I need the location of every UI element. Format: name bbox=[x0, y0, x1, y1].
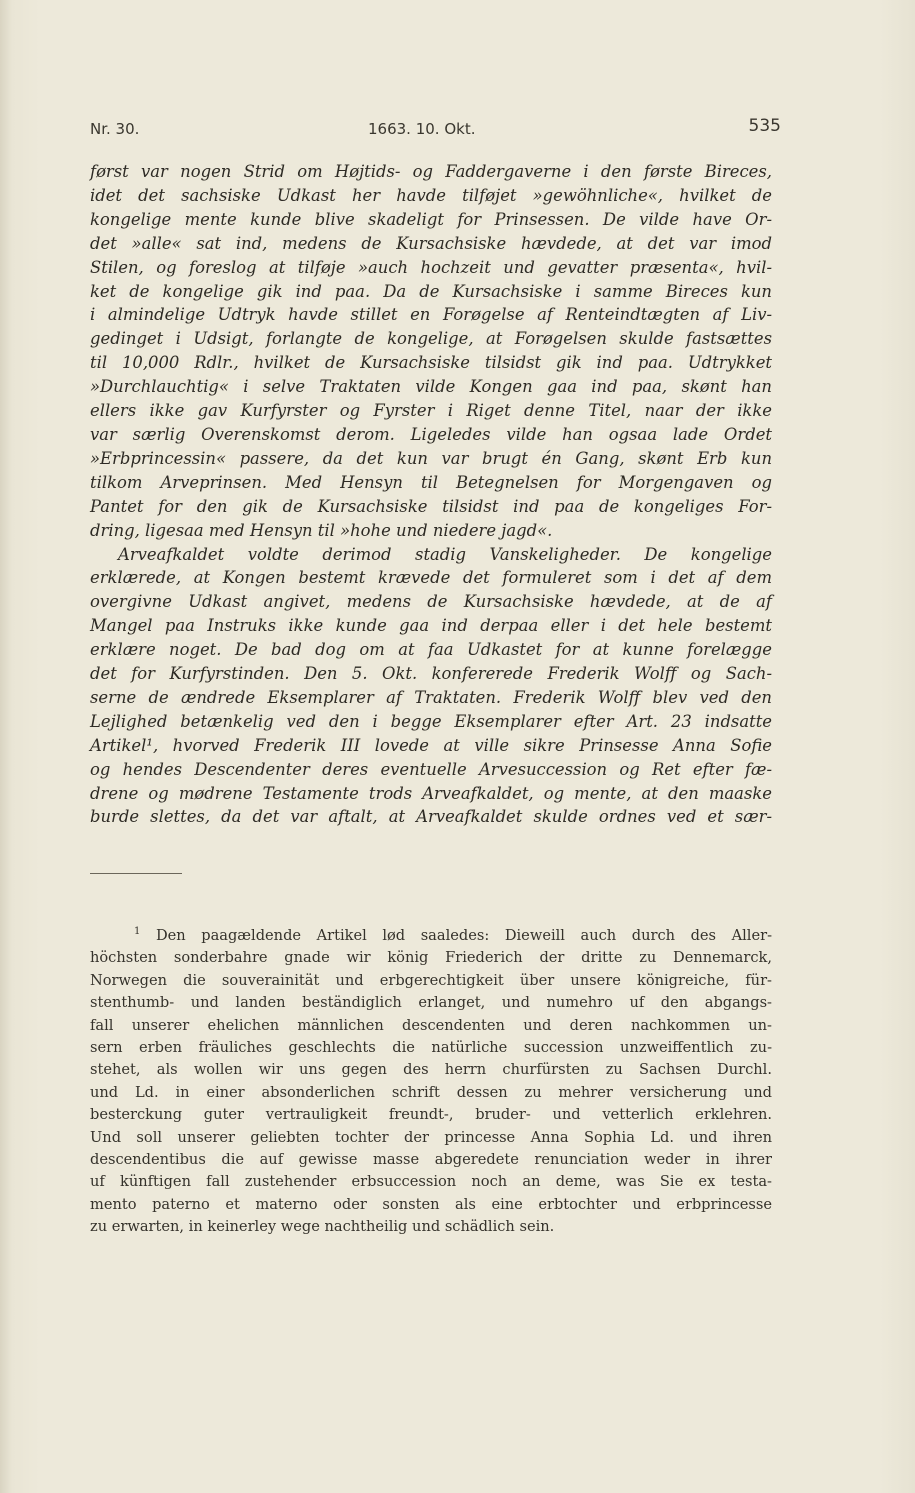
text-line: det for Kurfyrstinden. Den 5. Okt. konfererede Frederik Wolff og Sach- bbox=[90, 664, 772, 684]
text-line: var særlig Overenskomst derom. Ligeledes vilde han ogsaa lade Ordet bbox=[90, 424, 772, 444]
text-line: Pantet for den gik de Kursachsiske tilsidst ind paa de kongeliges For- bbox=[90, 496, 772, 516]
footnote-line: fall unserer ehelichen männlichen descendenten und deren nachkommen un- bbox=[90, 1016, 772, 1034]
footnote-line: zu erwarten, in keinerley wege nachtheilig und schädlich sein. bbox=[90, 1218, 555, 1236]
footnote-line: stehet, als wollen wir uns gegen des herrn churfürsten zu Sachsen Durchl. bbox=[90, 1061, 772, 1079]
text-line: erklærede, at Kongen bestemt krævede det formuleret som i det af dem bbox=[90, 568, 772, 588]
page-header bbox=[90, 118, 781, 140]
text-line: dring, ligesaa med Hensyn til »hohe und niedere jagd«. bbox=[90, 520, 553, 540]
footnote-line: Norwegen die souverainität und erbgerechtigkeit über unsere königreiche, für- bbox=[90, 971, 772, 989]
footnote-line: besterckung guter vertrauligkeit freundt-, bruder- und vetterlich erklehren. bbox=[90, 1106, 772, 1124]
text-line: overgivne Udkast angivet, medens de Kursachsiske hævdede, at de af bbox=[90, 592, 772, 612]
text-line: drene og mødrene Testamente trods Arveafkaldet, og mente, at den maaske bbox=[90, 783, 772, 803]
footnote-line: descendentibus die auf gewisse masse abgeredete renunciation weder in ihrer bbox=[90, 1151, 772, 1169]
text-line: »Erbprincessin« passere, da det kun var brugt én Gang, skønt Erb kun bbox=[90, 448, 772, 468]
text-line: tilkom Arveprinsen. Med Hensyn til Betegnelsen for Morgengaven og bbox=[90, 472, 772, 492]
text-line: det »alle« sat ind, medens de Kursachsiske hævdede, at det var imod bbox=[90, 233, 772, 253]
text-line: ellers ikke gav Kurfyrster og Fyrster i Riget denne Titel, naar der ikke bbox=[90, 401, 772, 421]
footnote-line: höchsten sonderbahre gnade wir könig Friederich der dritte zu Dennemarck, bbox=[90, 949, 772, 967]
text-line: ket de kongelige gik ind paa. Da de Kursachsiske i samme Bireces kun bbox=[90, 281, 772, 301]
text-line: kongelige mente kunde blive skadeligt for Prinsessen. De vilde have Or- bbox=[90, 209, 772, 229]
footnote bbox=[90, 925, 772, 1239]
footnote-line: stenthumb- und landen beständiglich erlanget, und numehro uf den abgangs- bbox=[90, 994, 772, 1012]
text-line: og hendes Descendenter deres eventuelle Arvesuccession og Ret efter fæ- bbox=[90, 759, 772, 779]
text-line: i almindelige Udtryk havde stillet en Forøgelse af Renteindtægten af Liv- bbox=[90, 305, 772, 325]
main-text bbox=[90, 160, 772, 829]
footnote-line bbox=[90, 925, 772, 947]
text-line: Mangel paa Instruks ikke kunde gaa ind derpaa eller i det hele bestemt bbox=[90, 616, 772, 636]
footnote-separator bbox=[90, 873, 182, 874]
text-line: først var nogen Strid om Højtids- og Faddergaverne i den første Bireces, bbox=[90, 162, 772, 181]
text-line: »Durchlauchtig« i selve Traktaten vilde Kongen gaa ind paa, skønt han bbox=[90, 377, 772, 397]
text-line: erklære noget. De bad dog om at faa Udkastet for at kunne forelægge bbox=[90, 640, 772, 660]
footnote-line: uf künftigen fall zustehender erbsuccession noch an deme, was Sie ex testa- bbox=[90, 1173, 772, 1191]
text-line: Stilen, og foreslog at tilføje »auch hochzeit und gevatter præsenta«, hvil- bbox=[90, 257, 772, 277]
footnote-line: sern erben fräuliches geschlechts die natürliche succession unzweiffentlich zu- bbox=[90, 1039, 772, 1057]
footnote-line: Und soll unserer geliebten tochter der princesse Anna Sophia Ld. und ihren bbox=[90, 1128, 772, 1146]
text-line: gedinget i Udsigt, forlangte de kongelige, at Forøgelsen skulde fastsættes bbox=[90, 329, 772, 349]
footnote-marker: 1 bbox=[134, 926, 141, 938]
text-line: idet det sachsiske Udkast her havde tilføjet »gewöhnliche«, hvilket de bbox=[90, 185, 772, 205]
document-number: Nr. 30. bbox=[90, 120, 140, 138]
text-line: Lejlighed betænkelig ved den i begge Eksemplarer efter Art. 23 indsatte bbox=[90, 711, 772, 731]
footnote-line: mento paterno et materno oder sonsten als eine erbtochter und erbprincesse bbox=[90, 1195, 772, 1213]
text-line: serne de ændrede Eksemplarer af Traktaten. Frederik Wolff blev ved den bbox=[90, 687, 772, 707]
header-date: 1663. 10. Okt. bbox=[368, 120, 476, 138]
text-line: Artikel¹, hvorved Frederik III lovede at ville sikre Prinsesse Anna Sofie bbox=[90, 735, 772, 755]
paragraph-start-line: Arveafkaldet voldte derimod stadig Vanskeligheder. De kongelige bbox=[118, 544, 772, 564]
page-number: 535 bbox=[748, 116, 781, 136]
footnote-line: und Ld. in einer absonderlichen schrift dessen zu mehrer versicherung und bbox=[90, 1083, 772, 1101]
footnote-text: Den paagældende Artikel lød saaledes: Dieweill auch durch des Aller- bbox=[155, 927, 773, 944]
text-line: til 10,000 Rdlr., hvilket de Kursachsiske tilsidst gik ind paa. Udtrykket bbox=[90, 353, 772, 373]
text-line: burde slettes, da det var aftalt, at Arveafkaldet skulde ordnes ved et sær- bbox=[90, 807, 772, 827]
